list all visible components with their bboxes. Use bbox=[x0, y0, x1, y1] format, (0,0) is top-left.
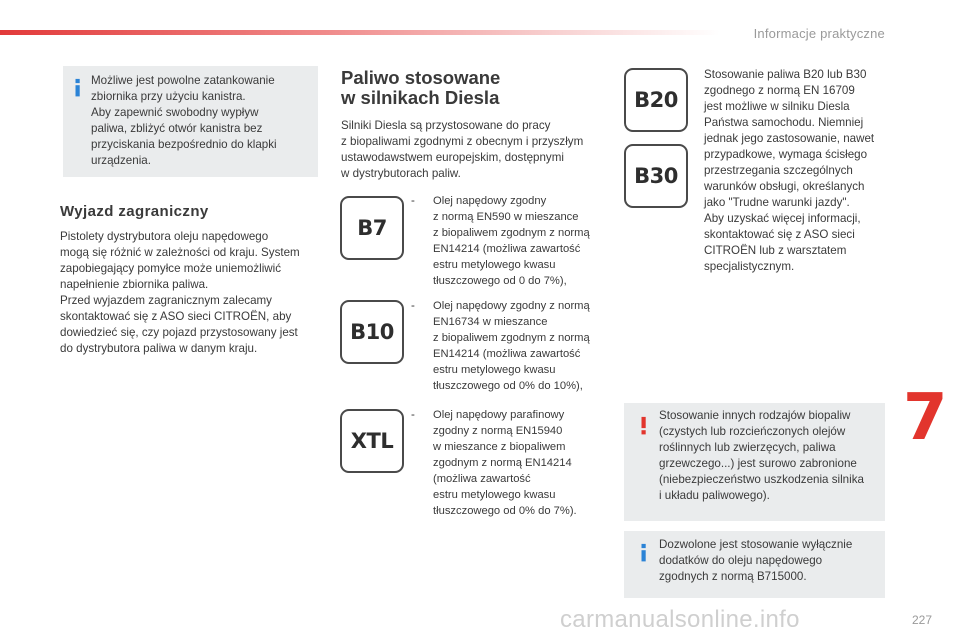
info-note-additives-text: Dozwolone jest stosowanie wyłącznie dodatków do oleju napędowego zgodnych z normą B715000. bbox=[659, 538, 853, 583]
info-note-box-additives bbox=[624, 531, 885, 598]
list-dash: - bbox=[411, 299, 415, 312]
warning-note-text: Stosowanie innych rodzajów biopaliw (czystych lub rozcieńczonych olejów roślinnych lub zwierzęcych, paliwa grzewczego...) jest surowo zabronione (niebezpieczeństwo uszkodzenia silnika i układu paliwowego). bbox=[659, 409, 864, 502]
fuel-badge-b7: B7 bbox=[340, 196, 404, 260]
fuel-badge-b20: B20 bbox=[624, 68, 688, 132]
fuel-badge-xtl: XTL bbox=[340, 409, 404, 473]
info-note-box bbox=[63, 66, 318, 177]
page-number: 227 bbox=[912, 613, 933, 627]
chapter-number: 7 bbox=[903, 381, 948, 455]
abroad-heading: Wyjazd zagraniczny bbox=[60, 203, 209, 220]
abroad-text: Pistolety dystrybutora oleju napędowego mogą się różnić w zależności od kraju. System zapobiegający pomyłce może uniemożliwić napełnienie zbiornika paliwa. Przed wyjazdem zagranicznym zalecamy skontaktować się z ASO sieci CITROËN, aby dowiedzieć się, czy pojazd przystosowany jest do dystrybutora paliwa w danym kraju. bbox=[60, 230, 300, 355]
b20-b30-text: Stosowanie paliwa B20 lub B30 zgodnego z normą EN 16709 jest możliwe w silniku Diesla Państwa samochodu. Niemniej jednak jego zastosowanie, nawet przypadkowe, wymaga ścisłego przestrzegania szczególnych warunków obsługi, określanych jako "Trudne warunki jazdy". Aby uzyskać więcej informacji, skontaktować się z ASO sieci CITROËN lub z warsztatem specjalistycznym. bbox=[704, 68, 875, 273]
fuel-badge-b10: B10 bbox=[340, 300, 404, 364]
header-accent-bar bbox=[0, 30, 720, 35]
warning-note-box bbox=[624, 403, 885, 521]
info-icon bbox=[638, 541, 652, 565]
info-note-text: Możliwe jest powolne zatankowanie zbiornika przy użyciu kanistra. Aby zapewnić swobodny wypływ paliwa, zbliżyć otwór kanistra bez przyciskania bezpośrednio do klapki urządzenia. bbox=[91, 74, 277, 167]
diesel-intro-text: Silniki Diesla są przystosowane do pracy z biopaliwami zgodnymi z obecnym i przyszłym ustawodawstwem europejskim, dostępnymi w dystrybutorach paliw. bbox=[341, 119, 584, 180]
list-dash: - bbox=[411, 408, 415, 421]
fuel-b10-description: Olej napędowy zgodny z normą EN16734 w mieszance z biopaliwem zgodnym z normą EN14214 (możliwa zawartość estru metylowego kwasu tłuszczowego od 0% do 10%), bbox=[433, 300, 590, 392]
diesel-fuel-heading-line2: w silnikach Diesla bbox=[341, 87, 500, 108]
warning-icon bbox=[638, 414, 652, 438]
fuel-badge-b30: B30 bbox=[624, 144, 688, 208]
info-icon bbox=[72, 76, 86, 100]
watermark: carmanualsonline.info bbox=[560, 606, 800, 633]
fuel-xtl-description: Olej napędowy parafinowy zgodny z normą EN15940 w mieszance z biopaliwem zgodnym z normą EN14214 (możliwa zawartość estru metylowego kwasu tłuszczowego od 0% do 7%). bbox=[433, 409, 577, 517]
diesel-fuel-heading-line1: Paliwo stosowane bbox=[341, 67, 501, 88]
list-dash: - bbox=[411, 194, 415, 207]
section-title: Informacje praktyczne bbox=[753, 26, 885, 41]
fuel-b7-description: Olej napędowy zgodny z normą EN590 w mieszance z biopaliwem zgodnym z normą EN14214 (możliwa zawartość estru metylowego kwasu tłuszczowego od 0 do 7%), bbox=[433, 195, 590, 287]
